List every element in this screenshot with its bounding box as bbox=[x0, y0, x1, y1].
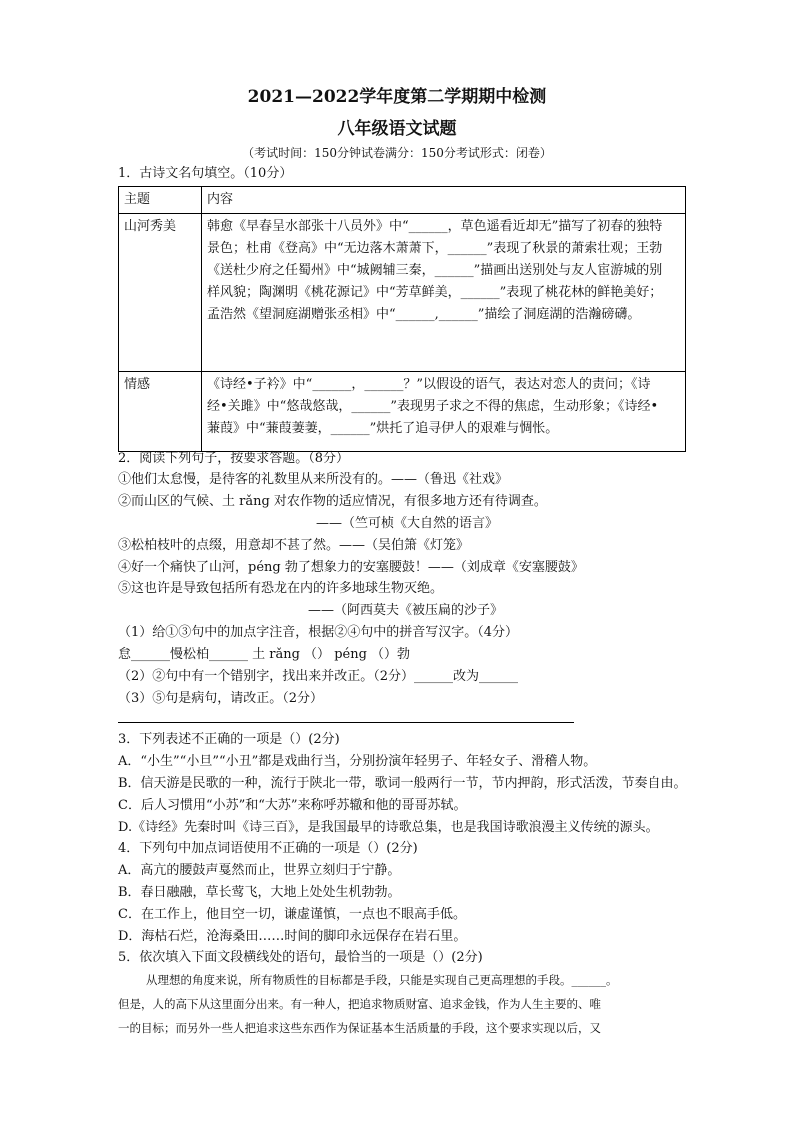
q2-sub1: （1）给①③句中的加点字注音，根据②④句中的拼音写汉字。（4分） bbox=[118, 625, 519, 640]
exam-title: 2021—2022学年度第二学期期中检测 bbox=[247, 87, 547, 107]
q2-sub3: （3）⑤句是病句，请改正。（2分） bbox=[118, 691, 324, 706]
q4-option-a: A．高亢的腰鼓声戛然而止，世界立刻归于宁静。 bbox=[118, 863, 401, 878]
q2-sentence-2-source: ——（竺可桢《大自然的语言》 bbox=[316, 516, 499, 531]
q1-row1-line: 孟浩然《望洞庭湖赠张丞相》中“______,______”描绘了洞庭湖的浩瀚磅礴。 bbox=[207, 307, 641, 322]
q5-passage-line: 一的目标；而另外一些人把追求这些东西作为保证基本生活质量的手段，这个要求实现以后，又 bbox=[118, 1021, 601, 1035]
q1-row1-line: 样风貌；陶渊明《桃花源记》中“芳草鲜美，______”表现了桃花林的鲜艳美好； bbox=[207, 285, 663, 300]
q2-sentence-5: ⑤这也许是导致包括所有恐龙在内的许多地球生物灭绝。 bbox=[118, 581, 444, 596]
q3-option-c: C．后人习惯用“小苏”和“大苏”来称呼苏辙和他的哥哥苏轼。 bbox=[118, 798, 467, 813]
q1-row1-topic: 山河秀美 bbox=[119, 214, 202, 372]
q1-row1-line: 韩愈《早春呈水部张十八员外》中“______，草色遥看近却无”描写了初春的独特 bbox=[207, 219, 663, 234]
q4-option-b: B．春日融融，草长莺飞，大地上处处生机勃勃。 bbox=[118, 885, 401, 900]
q3-option-b: B．信天游是民歌的一种，流行于陕北一带，歌词一般两行一节，节内押韵，形式活泼，节奏自由。 bbox=[118, 776, 687, 791]
q5-passage-line: 从理想的角度来说，所有物质性的目标都是手段，只能是实现自己更高理想的手段。______。 bbox=[146, 973, 618, 987]
q1-prompt: 1．古诗文名句填空。（10分） bbox=[118, 166, 293, 181]
q1-row2-topic: 情感 bbox=[119, 372, 202, 452]
q2-answer-line bbox=[118, 722, 574, 723]
q3-option-a: A．“小生”“小旦”“小丑”都是戏曲行当，分别扮演年轻男子、年轻女子、滑稽人物。 bbox=[118, 754, 597, 769]
q1-row1-content bbox=[202, 214, 686, 372]
q1-row1-line: 景色；杜甫《登高》中“无边落木萧萧下，______”表现了秋景的萧索壮观；王勃 bbox=[207, 241, 663, 256]
q4-option-d: D．海枯石烂，沧海桑田……时间的脚印永远保存在岩石里。 bbox=[118, 929, 467, 944]
q5-prompt: 5．依次填入下面文段横线处的语句，最恰当的一项是（）(2分) bbox=[118, 950, 483, 965]
q1-row2-line: 蒹葭》中“蒹葭萋萋，______”烘托了追寻伊人的艰难与惆怅。 bbox=[207, 421, 559, 436]
q4-option-c: C．在工作上，他目空一切，谦虚谨慎，一点也不眼高手低。 bbox=[118, 907, 466, 922]
q5-passage-line: 但是，人的高下从这里面分出来。有一种人，把追求物质财富、追求金钱，作为人生主要的、唯 bbox=[118, 997, 601, 1011]
exam-info: （考试时间：150分钟试卷满分：150分考试形式：闭卷） bbox=[242, 146, 552, 160]
q2-sub1-fill: 怠______慢松柏______ 土 rǎng （） péng （）勃 bbox=[118, 647, 411, 662]
q2-sub2: （2）②句中有一个错别字，找出来并改正。（2分）______改为______ bbox=[118, 669, 519, 684]
q2-sentence-2: ②而山区的气候、土 rǎng 对农作物的适应情况，有很多地方还有待调查。 bbox=[118, 494, 547, 509]
q2-sentence-1: ①他们太怠慢，是待客的礼数里从来所没有的。——（鲁迅《社戏》 bbox=[118, 472, 509, 487]
q4-prompt: 4．下列句中加点词语使用不正确的一项是（）(2分) bbox=[118, 841, 418, 856]
exam-subtitle: 八年级语文试题 bbox=[337, 119, 457, 139]
q1-header-content: 内容 bbox=[202, 187, 686, 214]
q1-header-topic: 主题 bbox=[119, 187, 202, 214]
q2-sentence-3: ③松柏枝叶的点缀，用意却不甚了然。——（吴伯箫《灯笼》 bbox=[118, 538, 470, 553]
q1-table bbox=[118, 186, 686, 452]
q2-prompt: 2．阅读下列句子，按要求答题。（8分） bbox=[118, 451, 350, 466]
q1-row2-line: 《诗经•子衿》中“______，______？”以假设的语气，表达对恋人的责问；《诗 bbox=[207, 377, 651, 392]
q1-row1-line: 《送杜少府之任蜀州》中“城阙辅三秦，______”描画出送别处与友人宦游城的别 bbox=[207, 263, 663, 278]
q3-prompt: 3．下列表述不正确的一项是（）(2分) bbox=[118, 732, 340, 747]
q1-row2-content bbox=[202, 372, 686, 452]
q3-option-d: D.《诗经》先秦时叫《诗三百》，是我国最早的诗歌总集，也是我国诗歌浪漫主义传统的源头。 bbox=[118, 820, 659, 835]
q2-sentence-4: ④好一个痛快了山河，péng 勃了想象力的安塞腰鼓！——（刘成章《安塞腰鼓》 bbox=[118, 560, 584, 575]
q1-row2-line: 经•关雎》中“悠哉悠哉，______”表现男子求之不得的焦虑，生动形象；《诗经• bbox=[207, 399, 659, 414]
q2-sentence-5-source: ——（阿西莫夫《被压扁的沙子》 bbox=[308, 603, 504, 618]
